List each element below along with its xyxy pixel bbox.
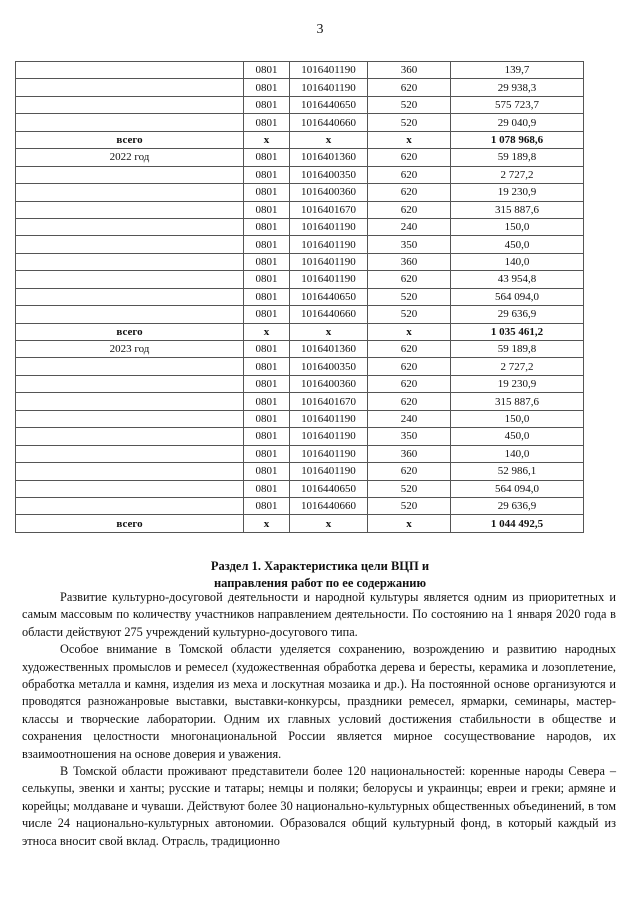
- cell-label: 2022 год: [16, 149, 244, 166]
- cell-value: 140,0: [451, 445, 584, 462]
- table-row: [16, 288, 584, 305]
- cell-c2: 1016400350: [290, 166, 368, 183]
- cell-label: [16, 184, 244, 201]
- total-row: [16, 323, 584, 340]
- table-row: [16, 271, 584, 288]
- cell-label: [16, 445, 244, 462]
- table-row: [16, 79, 584, 96]
- table-row: [16, 201, 584, 218]
- cell-value: 564 094,0: [451, 288, 584, 305]
- cell-c3: 620: [368, 149, 451, 166]
- cell-c3: 350: [368, 236, 451, 253]
- cell-value: 2 727,2: [451, 166, 584, 183]
- table-row: [16, 306, 584, 323]
- cell-value: 150,0: [451, 410, 584, 427]
- cell-c3: 620: [368, 271, 451, 288]
- cell-value: 43 954,8: [451, 271, 584, 288]
- cell-value: 29 040,9: [451, 114, 584, 131]
- cell-c2: 1016401190: [290, 218, 368, 235]
- cell-label: [16, 288, 244, 305]
- cell-label: [16, 79, 244, 96]
- paragraph: В Томской области проживают представители более 120 национальностей: коренные народы Севера – селькупы, эвенки и ханты; русские и татары; немцы и поляки; белорусы и украинцы; евреи и греки; армяне и корейцы; молдаване и чуваши. Действуют более 30 национально-культурных общественных объединений, в том числе 24 национально-культурных автономии. Образовался общий культурный фонд, в который каждый из этноса вносит свой вклад. Отрасль, традиционно: [22, 764, 616, 848]
- total-row: [16, 515, 584, 532]
- table-row: [16, 358, 584, 375]
- cell-value: 19 230,9: [451, 375, 584, 392]
- cell-c2: 1016440650: [290, 96, 368, 113]
- cell-value: 2 727,2: [451, 358, 584, 375]
- section-title-line-1: Раздел 1. Характеристика цели ВЦП и: [210, 559, 430, 573]
- cell-c3: 620: [368, 341, 451, 358]
- table-row: [16, 341, 584, 358]
- cell-c1: 0801: [244, 410, 290, 427]
- cell-c2: 1016440660: [290, 306, 368, 323]
- cell-label: [16, 271, 244, 288]
- cell-c1: 0801: [244, 428, 290, 445]
- cell-c1: 0801: [244, 184, 290, 201]
- table-row: [16, 236, 584, 253]
- cell-c2: 1016401190: [290, 236, 368, 253]
- cell-value: 450,0: [451, 236, 584, 253]
- cell-c2: 1016400360: [290, 375, 368, 392]
- cell-label: [16, 463, 244, 480]
- cell-c2: 1016401190: [290, 428, 368, 445]
- cell-label: [16, 480, 244, 497]
- cell-c3: 520: [368, 114, 451, 131]
- cell-c2: х: [290, 515, 368, 532]
- table-row: [16, 463, 584, 480]
- cell-c2: 1016401670: [290, 393, 368, 410]
- cell-c1: 0801: [244, 79, 290, 96]
- cell-c1: 0801: [244, 271, 290, 288]
- table-row: [16, 62, 584, 79]
- cell-c3: 620: [368, 184, 451, 201]
- cell-c2: 1016440650: [290, 288, 368, 305]
- cell-c2: 1016401190: [290, 253, 368, 270]
- cell-c1: 0801: [244, 62, 290, 79]
- cell-c3: 520: [368, 288, 451, 305]
- section-title-line-2: направления работ по ее содержанию: [213, 576, 427, 590]
- cell-label: всего: [16, 323, 244, 340]
- cell-c1: 0801: [244, 306, 290, 323]
- cell-c3: 360: [368, 253, 451, 270]
- cell-label: [16, 96, 244, 113]
- cell-label: [16, 114, 244, 131]
- cell-value: 29 636,9: [451, 497, 584, 514]
- cell-label: [16, 201, 244, 218]
- cell-c3: 620: [368, 358, 451, 375]
- cell-c2: 1016400360: [290, 184, 368, 201]
- cell-c1: х: [244, 131, 290, 148]
- cell-label: [16, 358, 244, 375]
- cell-c1: 0801: [244, 166, 290, 183]
- cell-label: [16, 375, 244, 392]
- section-title: [0, 558, 640, 592]
- cell-value: 52 986,1: [451, 463, 584, 480]
- cell-c1: 0801: [244, 201, 290, 218]
- cell-c3: 620: [368, 463, 451, 480]
- cell-label: [16, 497, 244, 514]
- cell-value: 1 044 492,5: [451, 515, 584, 532]
- cell-c1: 0801: [244, 497, 290, 514]
- cell-label: [16, 236, 244, 253]
- cell-c3: х: [368, 515, 451, 532]
- cell-value: 564 094,0: [451, 480, 584, 497]
- cell-c2: 1016401190: [290, 445, 368, 462]
- table-row: [16, 184, 584, 201]
- cell-c2: 1016440660: [290, 497, 368, 514]
- cell-c2: 1016401190: [290, 410, 368, 427]
- cell-c2: х: [290, 131, 368, 148]
- total-row: [16, 131, 584, 148]
- cell-label: всего: [16, 131, 244, 148]
- cell-c1: 0801: [244, 358, 290, 375]
- cell-c2: 1016400350: [290, 358, 368, 375]
- cell-c2: 1016401360: [290, 341, 368, 358]
- table-row: [16, 480, 584, 497]
- cell-c1: 0801: [244, 218, 290, 235]
- table-row: [16, 410, 584, 427]
- cell-c3: 520: [368, 480, 451, 497]
- cell-c3: 520: [368, 306, 451, 323]
- cell-c1: 0801: [244, 236, 290, 253]
- cell-label: [16, 62, 244, 79]
- cell-label: [16, 218, 244, 235]
- cell-c2: 1016401190: [290, 62, 368, 79]
- cell-c3: 620: [368, 79, 451, 96]
- cell-c1: 0801: [244, 253, 290, 270]
- cell-c3: 620: [368, 393, 451, 410]
- cell-c1: 0801: [244, 463, 290, 480]
- body-text: [22, 589, 616, 850]
- cell-c3: х: [368, 323, 451, 340]
- cell-c1: 0801: [244, 393, 290, 410]
- cell-value: 315 887,6: [451, 393, 584, 410]
- cell-value: 315 887,6: [451, 201, 584, 218]
- cell-label: всего: [16, 515, 244, 532]
- cell-c3: 520: [368, 96, 451, 113]
- cell-label: [16, 166, 244, 183]
- table-row: [16, 96, 584, 113]
- cell-value: 19 230,9: [451, 184, 584, 201]
- cell-value: 139,7: [451, 62, 584, 79]
- cell-value: 29 938,3: [451, 79, 584, 96]
- cell-c2: 1016401190: [290, 463, 368, 480]
- cell-label: 2023 год: [16, 341, 244, 358]
- table-row: [16, 375, 584, 392]
- cell-c1: 0801: [244, 341, 290, 358]
- cell-c3: 240: [368, 218, 451, 235]
- cell-c2: 1016401190: [290, 79, 368, 96]
- cell-value: 140,0: [451, 253, 584, 270]
- table-row: [16, 114, 584, 131]
- cell-c3: 620: [368, 375, 451, 392]
- cell-c2: 1016440650: [290, 480, 368, 497]
- cell-c2: 1016401670: [290, 201, 368, 218]
- cell-value: 1 035 461,2: [451, 323, 584, 340]
- page-number: 3: [316, 22, 324, 37]
- cell-c1: 0801: [244, 480, 290, 497]
- cell-c1: х: [244, 323, 290, 340]
- cell-c3: х: [368, 131, 451, 148]
- cell-c1: 0801: [244, 445, 290, 462]
- cell-c2: 1016401360: [290, 149, 368, 166]
- table-row: [16, 445, 584, 462]
- table-row: [16, 497, 584, 514]
- cell-c1: 0801: [244, 149, 290, 166]
- cell-c3: 350: [368, 428, 451, 445]
- cell-value: 1 078 968,6: [451, 131, 584, 148]
- cell-c3: 620: [368, 201, 451, 218]
- table-row: [16, 393, 584, 410]
- cell-label: [16, 253, 244, 270]
- cell-c1: 0801: [244, 375, 290, 392]
- cell-value: 150,0: [451, 218, 584, 235]
- cell-c2: 1016401190: [290, 271, 368, 288]
- table-row: [16, 166, 584, 183]
- table-row: [16, 149, 584, 166]
- cell-value: 59 189,8: [451, 341, 584, 358]
- cell-c3: 520: [368, 497, 451, 514]
- cell-c3: 240: [368, 410, 451, 427]
- cell-c1: х: [244, 515, 290, 532]
- cell-value: 59 189,8: [451, 149, 584, 166]
- cell-value: 575 723,7: [451, 96, 584, 113]
- cell-c1: 0801: [244, 96, 290, 113]
- budget-table: [15, 61, 584, 533]
- cell-c2: х: [290, 323, 368, 340]
- table-row: [16, 253, 584, 270]
- paragraph: Особое внимание в Томской области уделяется сохранению, возрождению и развитию народных художественных промыслов и ремесел (художественная обработка дерева и бересты, керамика и лозоплетение, обработка металла и камня, изделия из меха и лоскутная мозаика и др.). На постоянной основе организуются и проводятся разножанровые выставки, выставки-конкурсы, праздники ремесел, ярмарки, семинары, мастер-классы и творческие лаборатории. Одним их главных условий достижения стабильности в обществе и сохранения целостности многонациональной России является мирное сосуществование народов, их взаимоотношения на основе доверия и уважения.: [22, 642, 616, 761]
- table-row: [16, 428, 584, 445]
- cell-c1: 0801: [244, 114, 290, 131]
- cell-c3: 620: [368, 166, 451, 183]
- cell-c1: 0801: [244, 288, 290, 305]
- cell-label: [16, 410, 244, 427]
- cell-c2: 1016440660: [290, 114, 368, 131]
- paragraph: Развитие культурно-досуговой деятельности и народной культуры является одним из приоритетных и самым массовым по количеству участников направлением деятельности. По состоянию на 1 января 2020 года в области действуют 275 учреждений культурно-досугового типа.: [22, 590, 616, 639]
- cell-label: [16, 306, 244, 323]
- cell-c3: 360: [368, 445, 451, 462]
- cell-c3: 360: [368, 62, 451, 79]
- cell-label: [16, 428, 244, 445]
- cell-label: [16, 393, 244, 410]
- cell-value: 450,0: [451, 428, 584, 445]
- cell-value: 29 636,9: [451, 306, 584, 323]
- table-row: [16, 218, 584, 235]
